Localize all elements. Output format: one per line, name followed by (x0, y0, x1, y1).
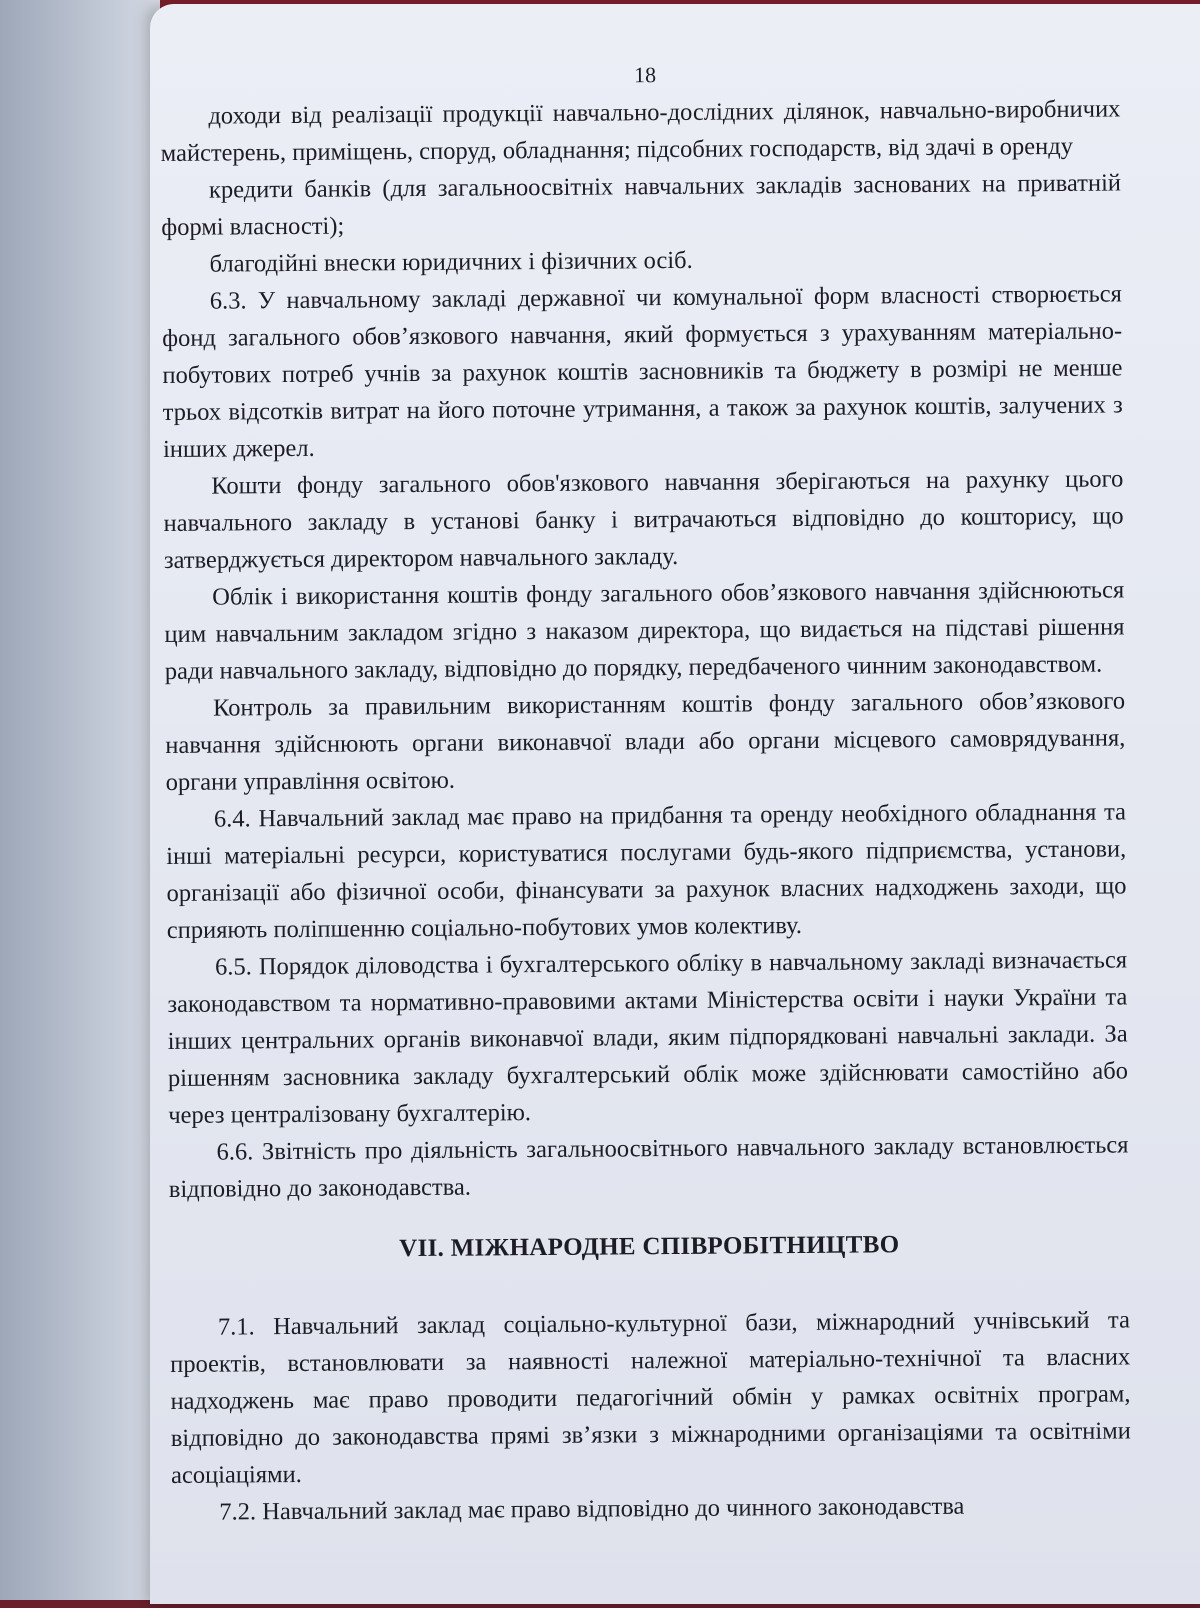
paragraph-7-2: 7.2. Навчальний заклад має право відповідно до чинного законодавства (219, 1492, 965, 1526)
paragraph-fund-storage: Кошти фонду загального обов'язкового навчання зберігаються на рахунку цього навчального закладу в установі банку і витрачаються відповідно до кошторису, що затверджується директором навчального закладу. (163, 465, 1124, 574)
section-heading-vii: VII. МІЖНАРОДНЕ СПІВРОБІТНИЦТВО (399, 1231, 900, 1263)
paragraph-bank-credits: кредити банків (для загальноосвітніх навчальних закладів заснованих на приватній формі власності); (161, 169, 1122, 241)
paragraph-income-sources: доходи від реалізації продукції навчально-дослідних ділянок, навчально-виробничих майстерень, приміщень, споруд, обладнання; підсобних господарств, від здачі в оренду (160, 95, 1121, 167)
paragraph-charity: благодійні внески юридичних і фізичних осіб. (209, 246, 693, 278)
paragraph-6-3: 6.3. У навчальному закладі державної чи комунальної форм власності створюється фонд загального обов’язкового навчання, який формується з урахуванням матеріально-побутових потреб учнів за рахунок коштів засновників та бюджету в розмірі не менше трьох відсотків витрат на його поточне утримання, а також за рахунок коштів, залучених з інших джерел. (162, 280, 1123, 463)
page-content (160, 56, 1131, 1530)
page-number: 18 (634, 62, 657, 88)
paragraph-6-4: 6.4. Навчальний заклад має право на придбання та оренду необхідного обладнання та інші матеріальні ресурси, користуватися послугами будь-якого підприємства, установи, організації або фізичної особи, фінансувати за рахунок власних надходжень заходи, що сприяють поліпшенню соціально-побутових умов колективу. (166, 798, 1127, 944)
backdrop-left (0, 0, 160, 1600)
document-page (150, 4, 1200, 1604)
paragraph-6-6: 6.6. Звітність про діяльність загальноосвітнього навчального закладу встановлюється відповідно до законодавства. (168, 1131, 1129, 1203)
paragraph-6-5: 6.5. Порядок діловодства і бухгалтерського обліку в навчальному закладі визначається законодавством та нормативно-правовими актами Міністерства освіти і науки України та інших центральних органів виконавчої влади, яким підпорядковані навчальні заклади. За рішенням засновника закладу бухгалтерський облік може здійснювати самостійно або через централізовану бухгалтерію. (167, 946, 1129, 1129)
paragraph-7-1: 7.1. Навчальний заклад соціально-культурної бази, міжнародний учнівський та проектів, встановлювати за наявності належної матеріально-технічної та власних надходжень має право проводити педагогічний обмін у рамках освітніх програм, відповідно до законодавства прямі зв’язки з міжнародними організаціями та освітніми асоціаціями. (170, 1306, 1131, 1489)
paragraph-fund-accounting: Облік і використання коштів фонду загального обов’язкового навчання здійснюються цим навчальним закладом згідно з наказом директора, що видається на підставі рішення ради навчального закладу, відповідно до порядку, передбаченого чинним законодавством. (164, 576, 1125, 685)
paragraph-fund-control: Контроль за правильним використанням коштів фонду загального обов’язкового навчання здійснюють органи виконавчої влади або органи місцевого самоврядування, органи управління освітою. (165, 687, 1126, 796)
